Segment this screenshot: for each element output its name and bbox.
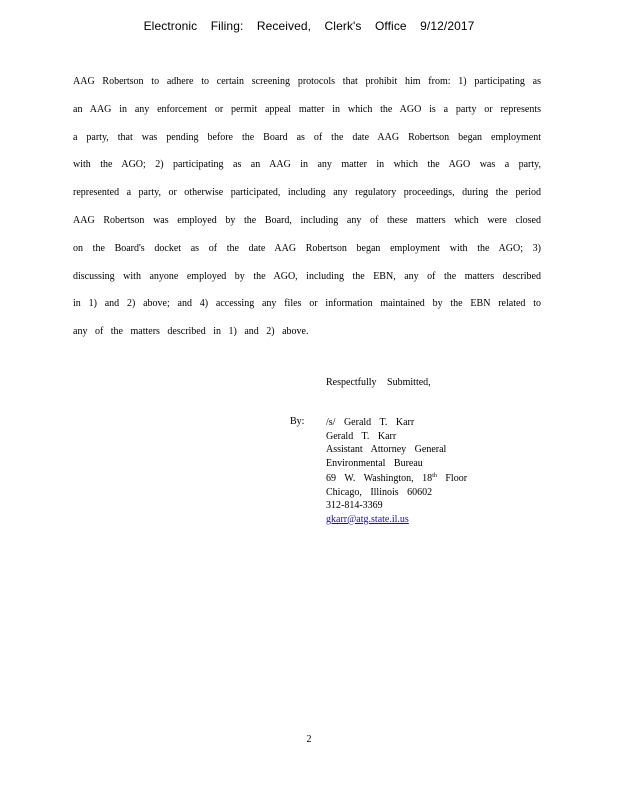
floor-word: Floor — [445, 473, 468, 484]
signer-bureau: Environmental Bureau — [326, 457, 423, 469]
signer-title: Assistant Attorney General — [326, 444, 447, 455]
electronic-signature: /s/ Gerald T. Karr — [326, 417, 415, 428]
closing-line: Respectfully Submitted, — [326, 377, 431, 388]
signer-name: Gerald T. Karr — [326, 430, 397, 442]
email-link[interactable]: gkarr@atg.state.il.us — [326, 513, 409, 525]
address-street: 69 W. Washington, 18 — [326, 473, 433, 484]
address-city: Chicago, Illinois 60602 — [326, 486, 433, 498]
body-paragraph: AAG Robertson to adhere to certain screening protocols that prohibit him from: 1) participating as an AAG in any enforcement or permit appeal matter in which the AGO is a party or represents a party, that was pending before the Board as of the date AAG Robertson began employment with the AGO; 2) participating as an AAG in any matter in which the AGO was a party, represented a party, or otherwise participated, including any regulatory proceedings, during the period AAG Robertson was employed by the Board, including any of these matters which were closed on the Board's docket as of the date AAG Robertson began employment with the AGO; 3) discussing with anyone employed by the AGO, including the EBN, any of the matters described in 1) and 2) above; and 4) accessing any files or information maintained by the EBN related to any of the matters described in 1) and 2) above. — [73, 76, 541, 338]
address-street-line — [326, 470, 467, 486]
by-label: By: — [290, 416, 305, 427]
page-number: 2 — [306, 734, 312, 745]
electronic-filing-header: Electronic Filing: Received, Clerk's Office 9/12/2017 — [143, 19, 475, 33]
phone-number: 312-814-3369 — [326, 500, 383, 511]
floor-superscript: th — [432, 473, 437, 479]
signature-block — [326, 416, 467, 526]
